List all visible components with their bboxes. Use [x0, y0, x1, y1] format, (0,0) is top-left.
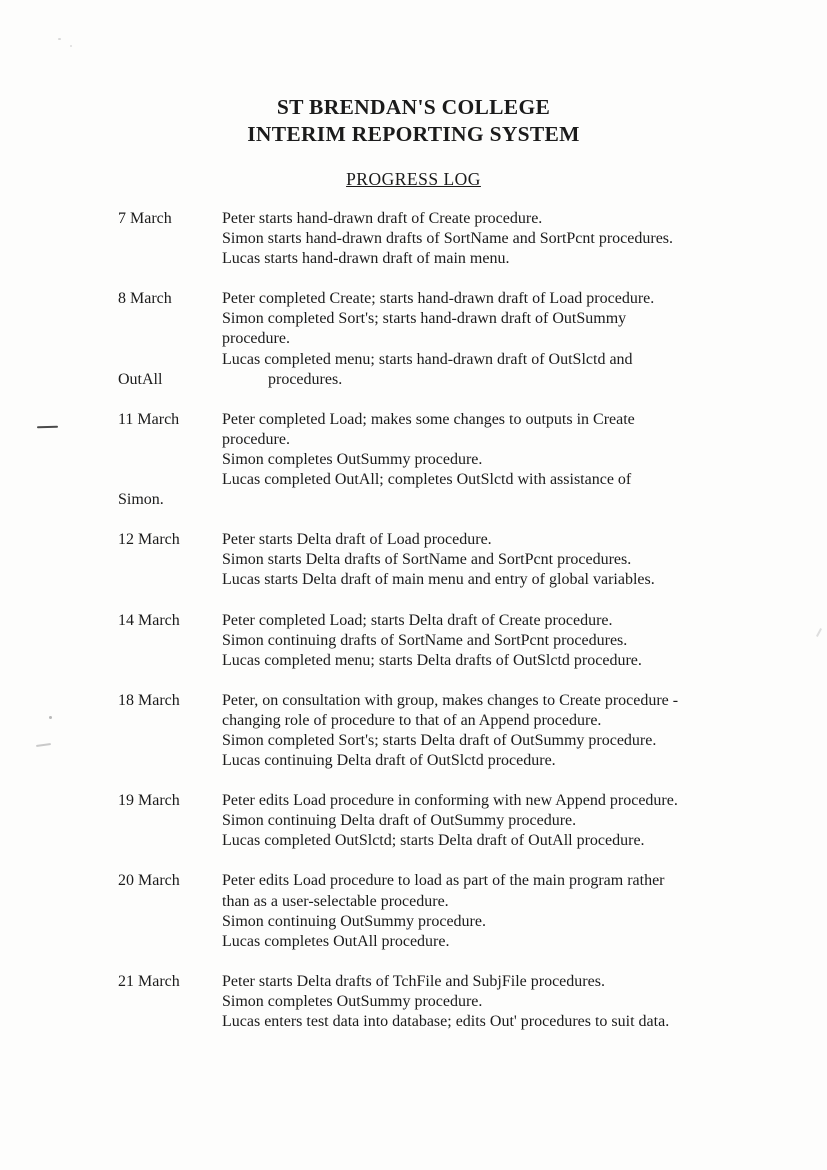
entry-line-text: Lucas enters test data into database; edits Out' procedures to suit data.	[222, 1013, 670, 1030]
log-entries	[0, 209, 827, 1032]
entry-line-text: Simon starts Delta drafts of SortName and SortPcnt procedures.	[222, 551, 632, 569]
log-line	[118, 892, 827, 912]
log-entry	[118, 209, 827, 269]
entry-margin-text	[118, 570, 222, 590]
entry-line-text: changing role of procedure to that of an Append procedure.	[222, 711, 602, 729]
log-line	[118, 329, 827, 349]
title-line-2: INTERIM REPORTING SYSTEM	[247, 122, 580, 146]
log-line	[118, 450, 827, 470]
entry-margin-text	[118, 309, 222, 329]
entry-margin-text	[118, 631, 222, 651]
entry-margin-text	[118, 470, 222, 490]
log-entry	[118, 611, 827, 671]
entry-margin-text	[118, 751, 222, 771]
entry-margin-text	[118, 731, 222, 751]
entry-line-text: Peter edits Load procedure to load as part of the main program rather	[222, 872, 665, 890]
entry-margin-text	[118, 430, 222, 450]
log-line	[118, 912, 827, 932]
log-line	[118, 289, 827, 309]
entry-margin-text: OutAll	[118, 370, 163, 388]
entry-date: 8 March	[118, 290, 172, 308]
log-line	[118, 631, 827, 651]
entry-margin-text	[118, 329, 222, 349]
entry-date: 18 March	[118, 691, 180, 709]
log-line	[118, 871, 827, 891]
log-line	[118, 711, 827, 731]
entry-margin-text	[118, 831, 222, 851]
entry-margin-text	[118, 932, 222, 952]
document-subtitle: PROGRESS LOG	[346, 169, 481, 189]
log-entry	[118, 972, 827, 1032]
log-line	[118, 209, 827, 229]
log-entry	[118, 410, 827, 510]
entry-line-text: Peter completed Load; makes some changes to outputs in Create	[222, 410, 635, 428]
log-line	[118, 611, 827, 631]
log-line	[118, 550, 827, 570]
log-line	[118, 811, 827, 831]
log-entry	[118, 871, 827, 951]
log-line	[118, 530, 827, 550]
entry-date: 19 March	[118, 792, 180, 810]
entry-line-text: Peter starts Delta drafts of TchFile and SubjFile procedures.	[222, 972, 605, 990]
log-line	[118, 470, 827, 490]
entry-margin-text	[118, 550, 222, 570]
entry-line-text: Simon completed Sort's; starts Delta draft of OutSummy procedure.	[222, 731, 657, 749]
entry-margin-text	[118, 651, 222, 671]
entry-line-text: Lucas completes OutAll procedure.	[222, 932, 450, 950]
document-header	[0, 0, 827, 190]
entry-line-text: Peter completed Create; starts hand-drawn draft of Load procedure.	[222, 290, 655, 308]
entry-line-text: Simon continuing Delta draft of OutSummy procedure.	[222, 812, 577, 830]
entry-line-text: than as a user-selectable procedure.	[222, 892, 449, 910]
entry-line-text: Peter starts Delta draft of Load procedure.	[222, 531, 492, 549]
entry-line-text: Lucas completed OutAll; completes OutSlctd with assistance of	[222, 471, 632, 489]
entry-line-text: Peter starts hand-drawn draft of Create procedure.	[222, 210, 543, 227]
entry-date: 7 March	[118, 210, 172, 227]
log-line	[118, 249, 827, 269]
log-line	[118, 490, 827, 510]
entry-margin-text	[118, 1012, 222, 1032]
log-line	[118, 932, 827, 952]
entry-line-text: Simon continuing drafts of SortName and SortPcnt procedures.	[222, 631, 628, 649]
entry-date: 14 March	[118, 611, 180, 629]
entry-date: 11 March	[118, 410, 180, 428]
entry-line-text: Simon continuing OutSummy procedure.	[222, 912, 486, 930]
entry-line-text: Peter, on consultation with group, makes changes to Create procedure -	[222, 691, 679, 709]
log-line	[118, 791, 827, 811]
log-line	[118, 570, 827, 590]
log-entry	[118, 289, 827, 389]
entry-line-text: procedure.	[222, 330, 290, 348]
entry-margin-text	[118, 249, 222, 269]
entry-margin-text	[118, 450, 222, 470]
log-line	[118, 751, 827, 771]
log-line	[118, 691, 827, 711]
entry-line-text: Lucas completed menu; starts Delta drafts of OutSlctd procedure.	[222, 651, 642, 669]
title-line-1: ST BRENDAN'S COLLEGE	[276, 95, 551, 119]
log-line	[118, 992, 827, 1012]
log-line	[118, 229, 827, 249]
log-line	[118, 309, 827, 329]
log-line	[118, 430, 827, 450]
entry-margin-text	[118, 711, 222, 731]
entry-line-text: Lucas completed OutSlctd; starts Delta draft of OutAll procedure.	[222, 832, 645, 850]
entry-line-text: procedure.	[222, 430, 290, 448]
log-line	[118, 651, 827, 671]
entry-margin-text	[118, 992, 222, 1012]
entry-line-text	[222, 490, 827, 510]
entry-margin-text	[118, 811, 222, 831]
entry-date: 20 March	[118, 872, 180, 890]
log-entry	[118, 530, 827, 590]
log-line	[118, 972, 827, 992]
entry-line-text: Lucas starts hand-drawn draft of main menu.	[222, 250, 510, 268]
log-line	[118, 350, 827, 370]
log-line	[118, 731, 827, 751]
entry-line-text: Peter edits Load procedure in conforming with new Append procedure.	[222, 792, 678, 810]
entry-line-text: Simon starts hand-drawn drafts of SortName and SortPcnt procedures.	[222, 230, 674, 248]
entry-date: 21 March	[118, 972, 180, 990]
entry-line-text: Simon completes OutSummy procedure.	[222, 450, 483, 468]
log-line	[118, 370, 827, 390]
entry-line-text: Lucas starts Delta draft of main menu and entry of global variables.	[222, 571, 655, 589]
log-line	[118, 831, 827, 851]
log-line	[118, 410, 827, 430]
entry-line-text: Lucas completed menu; starts hand-drawn draft of OutSlctd and	[222, 350, 633, 368]
entry-margin-text: Simon.	[118, 491, 164, 509]
entry-margin-text	[118, 229, 222, 249]
document-title	[0, 94, 827, 148]
log-entry	[118, 691, 827, 771]
entry-margin-text	[118, 350, 222, 370]
log-entry	[118, 791, 827, 851]
entry-line-text: Simon completes OutSummy procedure.	[222, 992, 483, 1010]
entry-line-text: Peter completed Load; starts Delta draft of Create procedure.	[222, 611, 613, 629]
entry-line-text: Simon completed Sort's; starts hand-drawn draft of OutSummy	[222, 310, 627, 328]
entry-margin-text	[118, 912, 222, 932]
entry-margin-text	[118, 892, 222, 912]
entry-line-text: Lucas continuing Delta draft of OutSlctd procedure.	[222, 752, 556, 770]
log-line	[118, 1012, 827, 1032]
entry-date: 12 March	[118, 531, 180, 549]
entry-line-text: procedures.	[268, 370, 343, 388]
